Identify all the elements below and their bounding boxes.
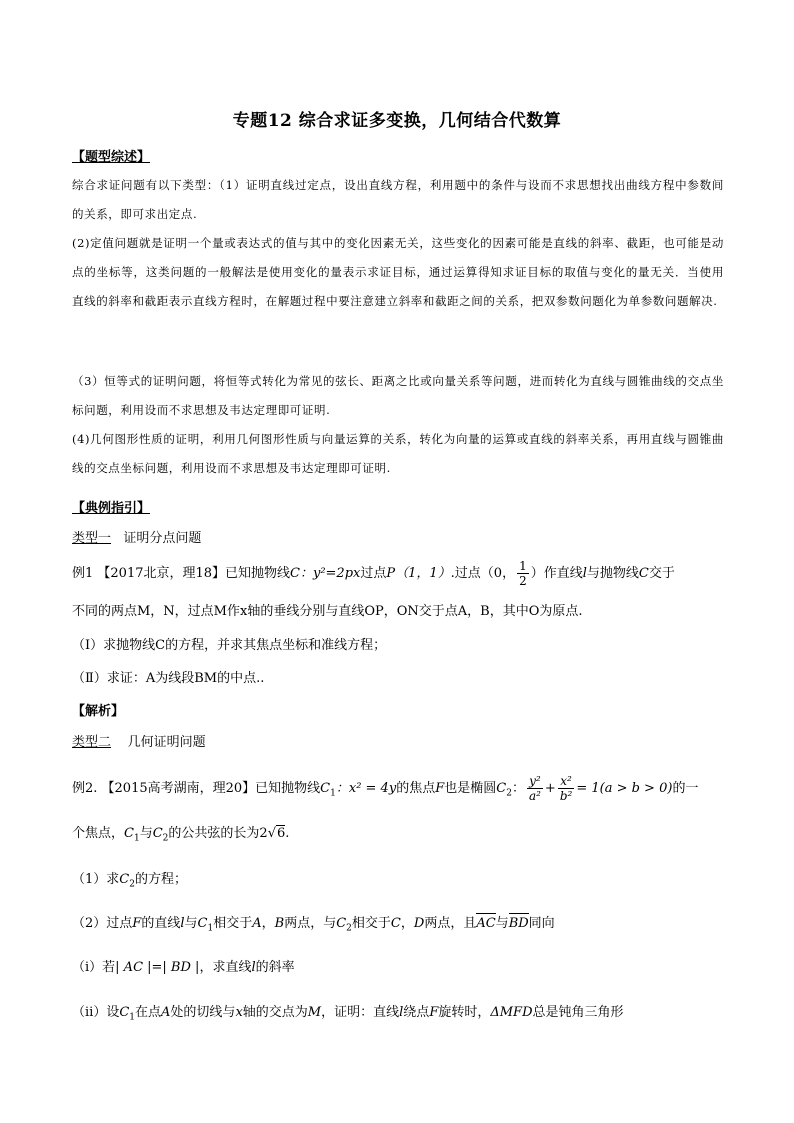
example-two-line-1: 例2. 【2015高考湖南，理20】已知抛物线$C_1$：x² = 4y的焦点F也是椭圆$C_2$： $\frac{\text{y²}}{\text{a²}}$ + $\frac{\text{x²}}{\text{b²}}$ = 1(a > b > 0)的一 — [72, 774, 699, 803]
vector-bd: BD — [508, 916, 529, 931]
examples-heading: 【典例指引】 — [72, 501, 151, 516]
example-two-question-2i: （ⅰ）若| AC |=| BD |，求直线l的斜率 — [72, 960, 295, 975]
example-two-question-1: （1）求$C_2$的方程； — [72, 872, 187, 890]
overview-paragraph-2: (2)定值问题就是证明一个量或表达式的值与其中的变化因素无关，这些变化的因素可能是直线的斜率、截距，也可能是动点的坐标等，这类问题的一般解法是使用变化的量表示求证目标，通过运算得知求证目标的取值与变化的量无关．当使用直线的斜率和截距表示直线方程时，在解题过程中要注意建立斜率和截距之间的关系，把双参数问题化为单参数问题解决. — [72, 236, 724, 308]
type-two-label: 类型二 — [72, 735, 112, 750]
type-two-row — [72, 731, 732, 750]
example-one-line-1: 例1 【2017北京，理18】已知抛物线C：y²=2px过点P（1，1）.过点（0， $\frac{1}{2}$ ）作直线l与抛物线C交于 — [72, 559, 675, 588]
type-one-title: 证明分点问题 — [123, 531, 202, 546]
example-two-line-2: 个焦点，$C_1$与$C_2$的公共弦的长为2√6. — [72, 826, 290, 844]
overview-paragraph-4: (4)几何图形性质的证明，利用几何图形性质与向量运算的关系，转化为向量的运算或直线的斜率关系，再用直线与圆锥曲线的交点坐标问题，利用设而不求思想及韦达定理即可证明. — [72, 432, 724, 475]
page-title: 专题12 综合求证多变换，几何结合代数算 — [232, 111, 562, 131]
overview-heading: 【题型综述】 — [72, 150, 151, 165]
type-two-title: 几何证明问题 — [127, 735, 206, 750]
overview-paragraph-1: 综合求证问题有以下类型：（1）证明直线过定点，设出直线方程，利用题中的条件与设而不求思想找出曲线方程中参数间的关系，即可求出定点. — [72, 178, 724, 221]
fraction-one-half: $\frac{1}{2}$ — [519, 559, 527, 588]
vector-ac: AC — [476, 916, 496, 931]
overview-paragraph-3: （3）恒等式的证明问题，将恒等式转化为常见的弦长、距离之比或向量关系等问题，进而转化为直线与圆锥曲线的交点坐标问题，利用设而不求思想及韦达定理即可证明. — [72, 374, 724, 417]
type-one-label: 类型一 — [72, 531, 112, 546]
analysis-heading: 【解析】 — [72, 704, 125, 719]
fraction-y2-a2: $\frac{\text{y²}}{\text{a²}}$ — [528, 774, 541, 803]
example-one-line-2: 不同的两点M，N，过点M作x轴的垂线分别与直线OP，ON交于点A，B，其中O为原点. — [72, 604, 583, 619]
example-two-question-2ii: （ⅱ）设$C_1$在点A处的切线与x轴的交点为M，证明：直线l绕点F旋转时，ΔMFD总是钝角三角形 — [72, 1005, 624, 1023]
example-two-question-2: （2）过点F的直线l与$C_1$相交于A，B两点，与$C_2$相交于C，D两点，且AC与BD同向 — [72, 916, 555, 934]
type-one-row — [72, 527, 732, 546]
example-one-question-2: （Ⅱ）求证：A为线段BM的中点.. — [72, 671, 265, 686]
fraction-x2-b2: $\frac{\text{x²}}{\text{b²}}$ — [559, 774, 573, 803]
example-one-question-1: （Ⅰ）求抛物线C的方程，并求其焦点坐标和准线方程； — [72, 638, 387, 653]
